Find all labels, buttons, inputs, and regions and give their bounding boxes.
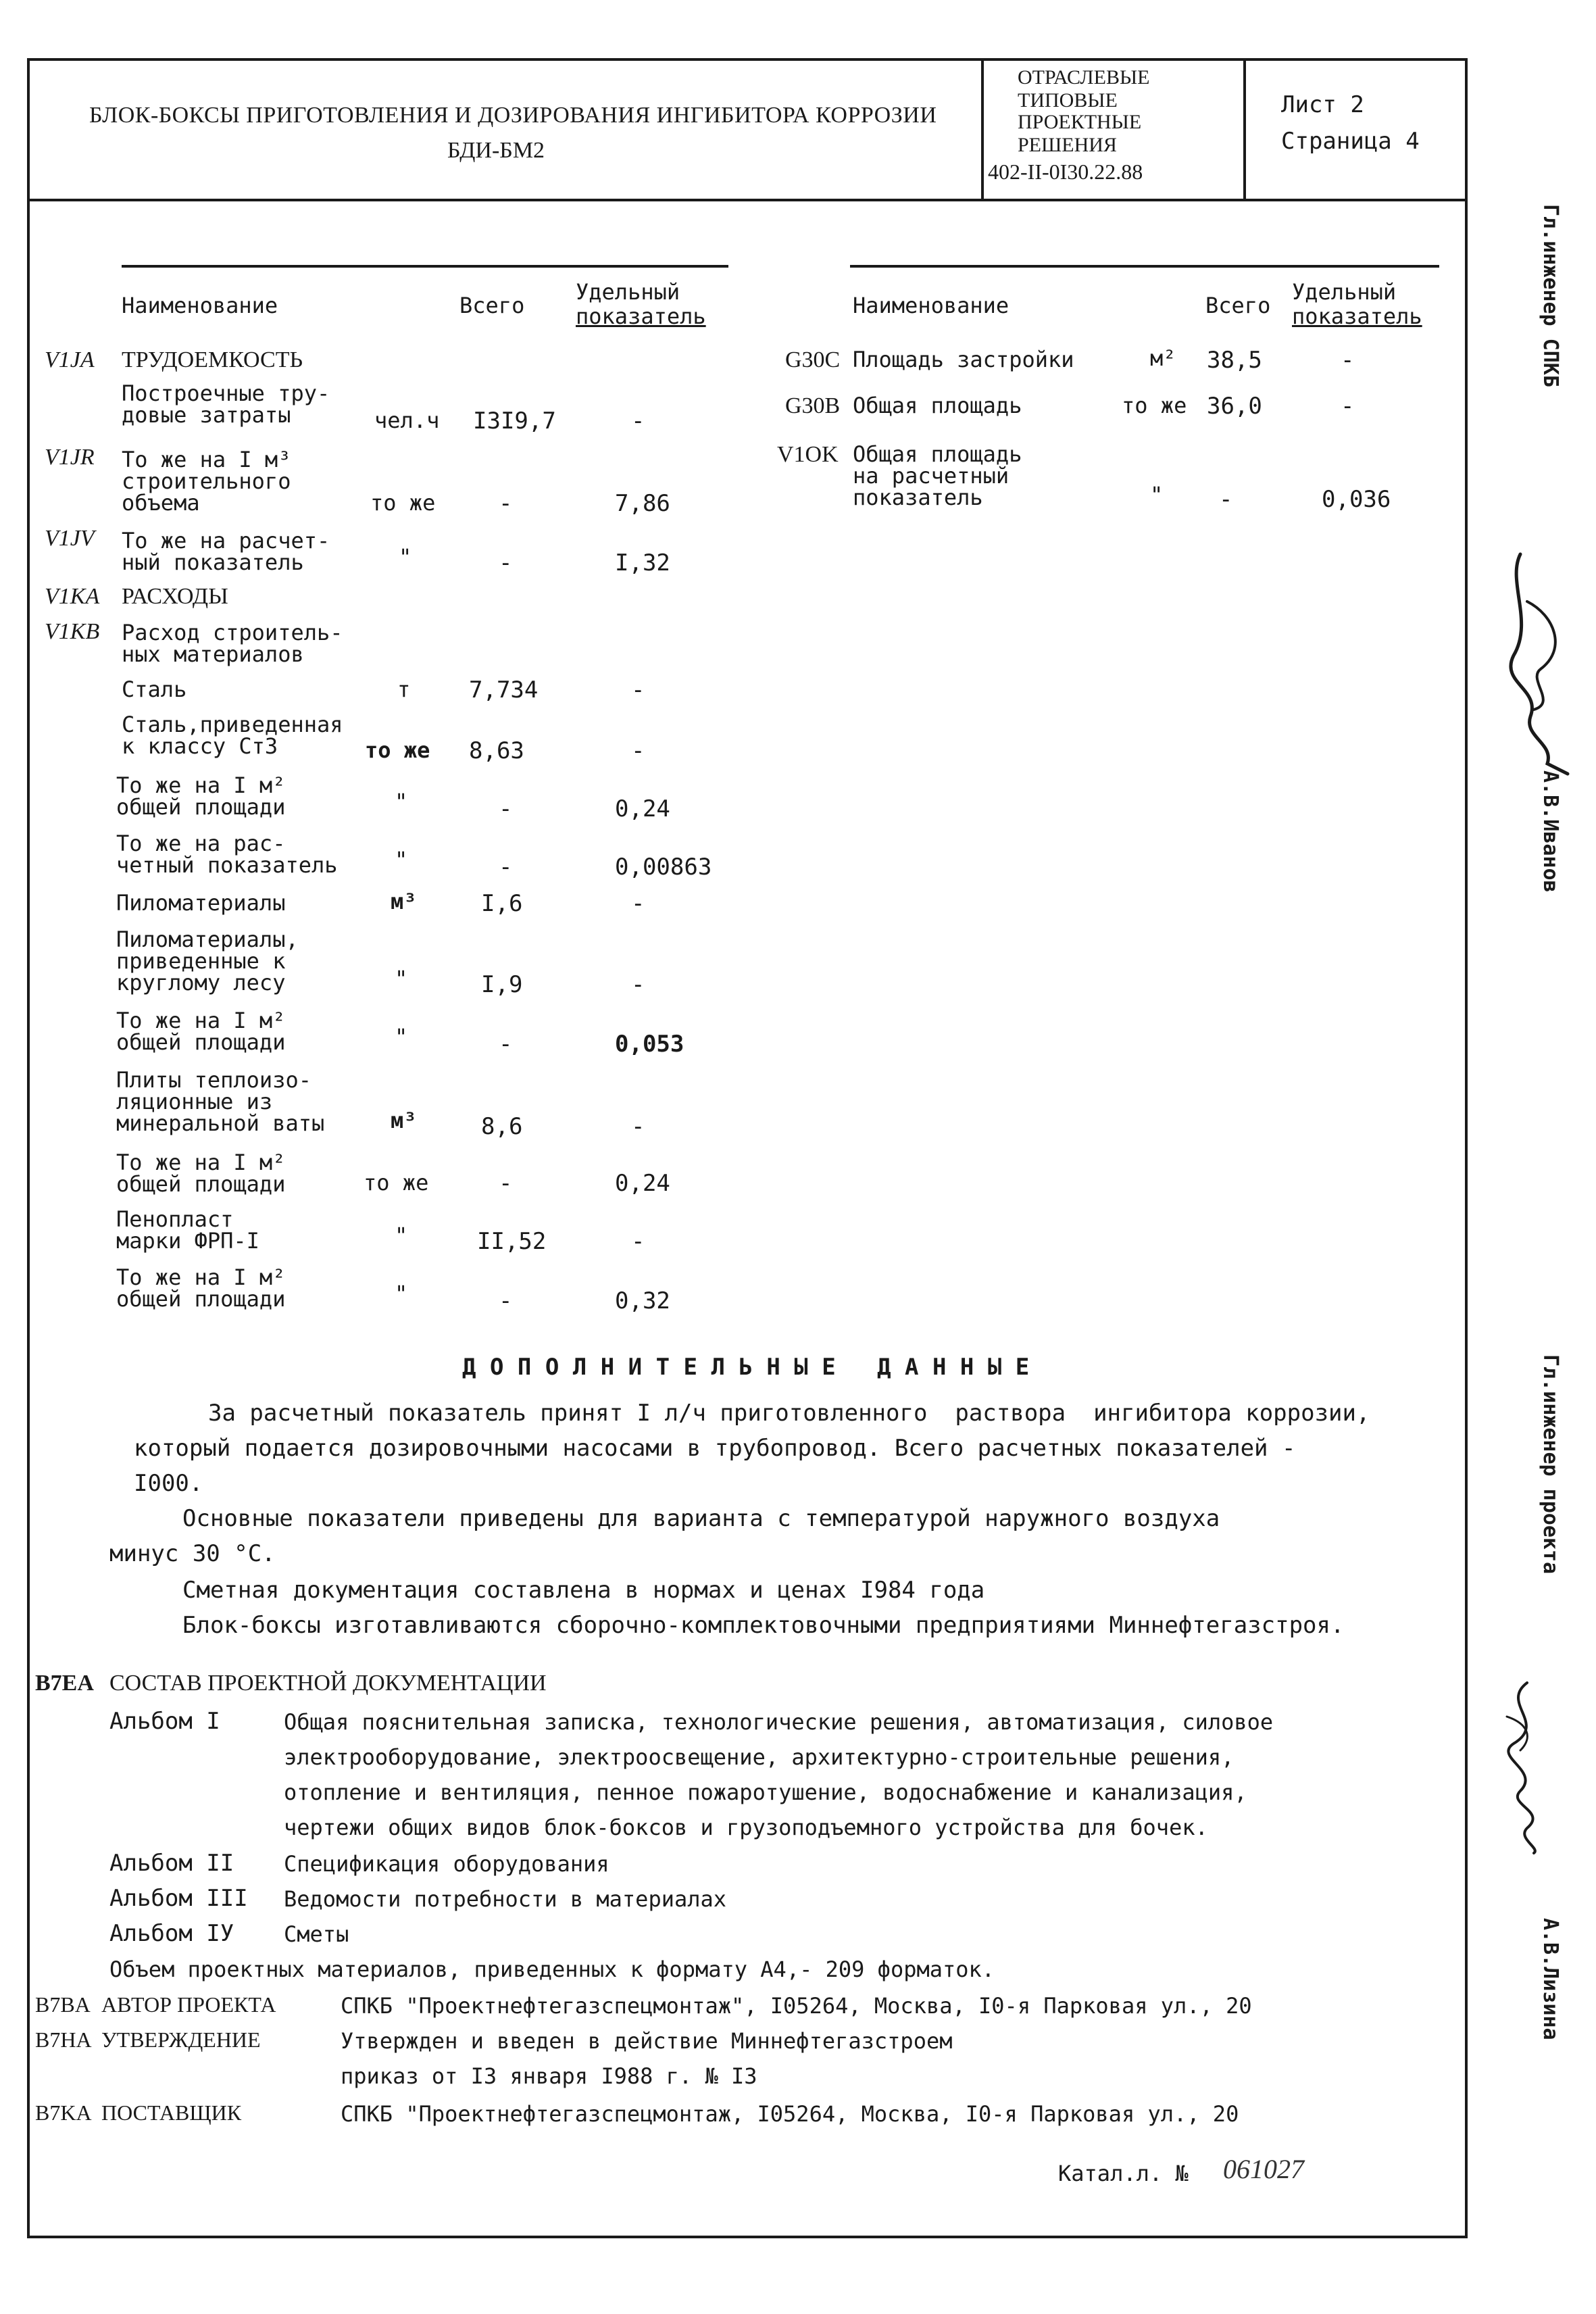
- left-row-name: общей площади: [116, 1286, 286, 1312]
- right-col-spec-1: Удельный: [1292, 279, 1397, 305]
- right-table-top-rule: [850, 265, 1439, 268]
- right-row-total: -: [1219, 486, 1233, 513]
- right-row-spec: -: [1341, 347, 1355, 374]
- page-number: Страница 4: [1281, 128, 1420, 155]
- series-line2: ТИПОВЫЕ: [1018, 89, 1118, 112]
- right-row-code: V1OK: [777, 442, 839, 467]
- left-row-total: 8,6: [481, 1113, 523, 1140]
- left-row-spec: -: [631, 737, 645, 764]
- left-row-unit: ": [395, 789, 408, 814]
- composition-code: B7EA: [35, 1671, 94, 1696]
- right-row-name: Площадь застройки: [853, 347, 1074, 372]
- series-line4: РЕШЕНИЯ: [1018, 134, 1117, 156]
- sheet-number: Лист 2: [1281, 91, 1364, 118]
- left-row-unit: м³: [391, 889, 417, 914]
- right-row-name: Общая площадь: [853, 393, 1022, 418]
- right-row-total: 38,5: [1207, 347, 1262, 374]
- album-text-line: электрооборудование, электроосвещение, архитектурно-строительные решения,: [284, 1744, 1235, 1770]
- left-row-unit: т: [397, 676, 411, 702]
- right-row-unit: то же: [1122, 393, 1187, 418]
- left-row-name: Сталь: [122, 676, 187, 702]
- supplier-text: СПКБ "Проектнефтегазспецмонтаж, I05264, Москва, I0-я Парковая ул., 20: [341, 2101, 1239, 2127]
- left-row-name: Построечные тру-: [122, 380, 330, 406]
- album-label: Альбом I: [109, 1708, 220, 1735]
- author-text: СПКБ "Проектнефтегазспецмонтаж", I05264, Москва, I0-я Парковая ул., 20: [341, 1993, 1252, 2019]
- additional-p2-line1: Основные показатели приведены для варианта с температурой наружного воздуха: [182, 1505, 1220, 1532]
- left-row-code: V1KB: [45, 619, 100, 644]
- composition-volume: Объем проектных материалов, приведенных к формату А4,- 209 форматок.: [109, 1956, 995, 1982]
- signature-lizina: [1487, 1676, 1561, 1858]
- left-row-name: Пенопласт: [116, 1206, 234, 1232]
- left-row-name: марки ФРП-I: [116, 1228, 259, 1254]
- left-row-spec: -: [631, 971, 645, 998]
- left-row-unit: ": [395, 1281, 408, 1306]
- left-row-total: -: [499, 490, 513, 517]
- album-text-line: Сметы: [284, 1921, 349, 1947]
- album-label: Альбом II: [109, 1850, 234, 1877]
- right-col-total: Всего: [1205, 293, 1271, 318]
- left-col-total: Всего: [459, 293, 525, 318]
- left-row-total: -: [499, 549, 513, 576]
- side-role-chief-engineer: Гл.инженер СПКБ: [1539, 204, 1562, 387]
- right-row-total: 36,0: [1207, 393, 1262, 420]
- left-row-unit: ": [395, 847, 408, 872]
- left-row-name: ТРУДОЕМКОСТЬ: [122, 347, 303, 372]
- left-row-name: минеральной ваты: [116, 1110, 325, 1136]
- right-row-unit: ": [1150, 482, 1164, 508]
- left-row-name: То же на рас-: [116, 831, 286, 856]
- left-row-unit: чел.ч: [374, 408, 440, 433]
- left-row-unit: ": [399, 544, 412, 570]
- left-row-total: 8,63: [469, 737, 524, 764]
- right-row-name: на расчетный: [853, 463, 1009, 489]
- left-row-total: -: [499, 1287, 513, 1314]
- author-code: B7BA: [35, 1992, 91, 2017]
- left-row-spec: -: [631, 676, 645, 704]
- right-row-spec: 0,036: [1322, 486, 1391, 513]
- album-text-line: отопление и вентиляция, пенное пожаротушение, водоснабжение и канализация,: [284, 1779, 1247, 1805]
- header-bottom-rule: [27, 199, 1468, 201]
- left-row-unit: ": [395, 1223, 408, 1248]
- left-row-name: приведенные к: [116, 948, 286, 974]
- left-row-name: То же на расчет-: [122, 528, 330, 553]
- left-row-name: к классу Ст3: [122, 733, 278, 759]
- series-line1: ОТРАСЛЕВЫЕ: [1018, 66, 1150, 89]
- left-row-total: -: [499, 1031, 513, 1058]
- additional-p3: Сметная документация составлена в нормах и ценах I984 года: [182, 1577, 985, 1604]
- additional-p4: Блок-боксы изготавливаются сборочно-комплектовочными предприятиями Миннефтегазстроя.: [182, 1612, 1345, 1639]
- signature-ivanov: [1493, 541, 1581, 784]
- left-row-name: ляционные из: [116, 1089, 273, 1114]
- additional-heading: Д О П О Л Н И Т Е Л Ь Н Ы Е Д А Н Н Ы Е: [462, 1354, 1030, 1381]
- right-row-code: G30C: [785, 347, 841, 372]
- left-row-spec: 0,00863: [615, 854, 712, 881]
- left-row-name: Пиломатериалы: [116, 890, 286, 916]
- left-row-total: I,9: [481, 971, 523, 998]
- right-row-name: Общая площадь: [853, 441, 1022, 467]
- additional-p1-line1: За расчетный показатель принят I л/ч приготовленного раствора ингибитора коррозии,: [208, 1400, 1370, 1427]
- left-row-total: -: [499, 854, 513, 881]
- left-row-code: V1JA: [45, 347, 95, 372]
- left-row-name: Расход строитель-: [122, 620, 343, 645]
- approval-line2: приказ от I3 января I988 г. № I3: [341, 2063, 757, 2089]
- right-col-spec-2: показатель: [1292, 303, 1422, 329]
- catalog-number: 061027: [1223, 2154, 1304, 2184]
- left-table-top-rule: [122, 265, 728, 268]
- document-title-line2: БДИ-БМ2: [447, 138, 545, 163]
- left-row-name: круглому лесу: [116, 970, 286, 995]
- left-row-spec: 0,24: [615, 795, 670, 822]
- left-row-name: объема: [122, 490, 200, 516]
- left-row-name: довые затраты: [122, 402, 291, 428]
- approval-code: B7HA: [35, 2027, 92, 2052]
- left-row-spec: -: [631, 1113, 645, 1140]
- left-row-spec: -: [631, 1228, 645, 1255]
- side-name-lizina: А.В.Лизина: [1539, 1918, 1562, 2040]
- left-row-unit: м³: [391, 1108, 417, 1133]
- header-divider-1: [981, 58, 984, 200]
- left-col-spec-1: Удельный: [576, 279, 680, 305]
- album-text-line: чертежи общих видов блок-боксов и грузоподъемного устройства для бочек.: [284, 1815, 1208, 1840]
- left-row-unit: то же: [365, 737, 430, 763]
- left-row-name: РАСХОДЫ: [122, 584, 228, 609]
- left-row-name: То же на I м³: [122, 447, 291, 472]
- album-text-line: Общая пояснительная записка, технологические решения, автоматизация, силовое: [284, 1709, 1274, 1735]
- additional-p1-line2: который подается дозировочными насосами в трубопровод. Всего расчетных показателей -: [134, 1435, 1296, 1462]
- left-row-name: То же на I м²: [116, 772, 286, 798]
- left-row-unit: то же: [370, 490, 436, 516]
- left-row-name: четный показатель: [116, 852, 338, 878]
- side-role-project-engineer: Гл.инженер проекта: [1539, 1354, 1562, 1575]
- left-row-name: То же на I м²: [116, 1150, 286, 1175]
- author-label: АВТОР ПРОЕКТА: [101, 1992, 276, 2017]
- side-name-ivanov: А.В.Иванов: [1539, 770, 1562, 893]
- supplier-label: ПОСТАВЩИК: [101, 2100, 242, 2125]
- left-row-total: -: [499, 1170, 513, 1197]
- left-row-name: Пиломатериалы,: [116, 927, 299, 952]
- left-row-name: общей площади: [116, 1029, 286, 1055]
- left-row-name: ный показатель: [122, 549, 304, 575]
- left-row-spec: -: [631, 408, 645, 435]
- left-row-total: -: [499, 795, 513, 822]
- left-row-name: То же на I м²: [116, 1264, 286, 1290]
- left-row-spec: 0,24: [615, 1170, 670, 1197]
- left-col-spec-2: показатель: [576, 303, 706, 329]
- approval-label: УТВЕРЖДЕНИЕ: [101, 2027, 261, 2052]
- left-row-spec: I,32: [615, 549, 670, 576]
- left-row-total: II,52: [477, 1228, 547, 1255]
- left-row-unit: то же: [364, 1170, 429, 1196]
- right-col-name: Наименование: [853, 293, 1009, 318]
- left-row-code: V1JR: [45, 445, 95, 470]
- left-row-total: I3I9,7: [473, 408, 556, 435]
- approval-line1: Утвержден и введен в действие Миннефтегазстроем: [341, 2028, 953, 2054]
- left-row-name: Сталь,приведенная: [122, 712, 343, 737]
- right-row-unit: м²: [1150, 345, 1176, 371]
- left-row-spec: 0,053: [615, 1031, 684, 1058]
- additional-p2-line2: минус 30 °С.: [109, 1540, 276, 1567]
- left-row-spec: 0,32: [615, 1287, 670, 1314]
- left-row-name: ных материалов: [122, 641, 304, 667]
- left-row-spec: 7,86: [615, 490, 670, 517]
- document-title-line1: БЛОК-БОКСЫ ПРИГОТОВЛЕНИЯ И ДОЗИРОВАНИЯ ИНГИБИТОРА КОРРОЗИИ: [89, 103, 937, 128]
- left-row-total: 7,734: [469, 676, 539, 704]
- left-row-total: I,6: [481, 890, 523, 917]
- right-row-code: G30B: [785, 393, 841, 418]
- series-line3: ПРОЕКТНЫЕ: [1018, 111, 1142, 133]
- left-row-code: V1KA: [45, 584, 100, 609]
- left-row-code: V1JV: [45, 526, 95, 551]
- header-divider-2: [1243, 58, 1246, 200]
- album-text-line: Спецификация оборудования: [284, 1851, 609, 1877]
- catalog-label: Катал.л. №: [1058, 2161, 1189, 2186]
- album-label: Альбом III: [109, 1885, 248, 1912]
- additional-p1-line3: I000.: [134, 1470, 203, 1497]
- composition-title: СОСТАВ ПРОЕКТНОЙ ДОКУМЕНТАЦИИ: [109, 1671, 547, 1696]
- left-row-unit: ": [395, 966, 408, 991]
- left-row-name: То же на I м²: [116, 1008, 286, 1033]
- album-text-line: Ведомости потребности в материалах: [284, 1886, 727, 1912]
- supplier-code: B7KA: [35, 2100, 92, 2125]
- left-row-name: Плиты теплоизо-: [116, 1067, 311, 1093]
- album-label: Альбом IУ: [109, 1920, 234, 1947]
- left-row-name: общей площади: [116, 794, 286, 820]
- left-row-name: общей площади: [116, 1171, 286, 1197]
- right-row-spec: -: [1341, 393, 1355, 420]
- document-code: 402-II-0I30.22.88: [988, 159, 1143, 184]
- left-row-name: строительного: [122, 468, 291, 494]
- left-col-name: Наименование: [122, 293, 278, 318]
- right-row-name: показатель: [853, 485, 983, 510]
- left-row-spec: -: [631, 890, 645, 917]
- left-row-unit: ": [395, 1024, 408, 1050]
